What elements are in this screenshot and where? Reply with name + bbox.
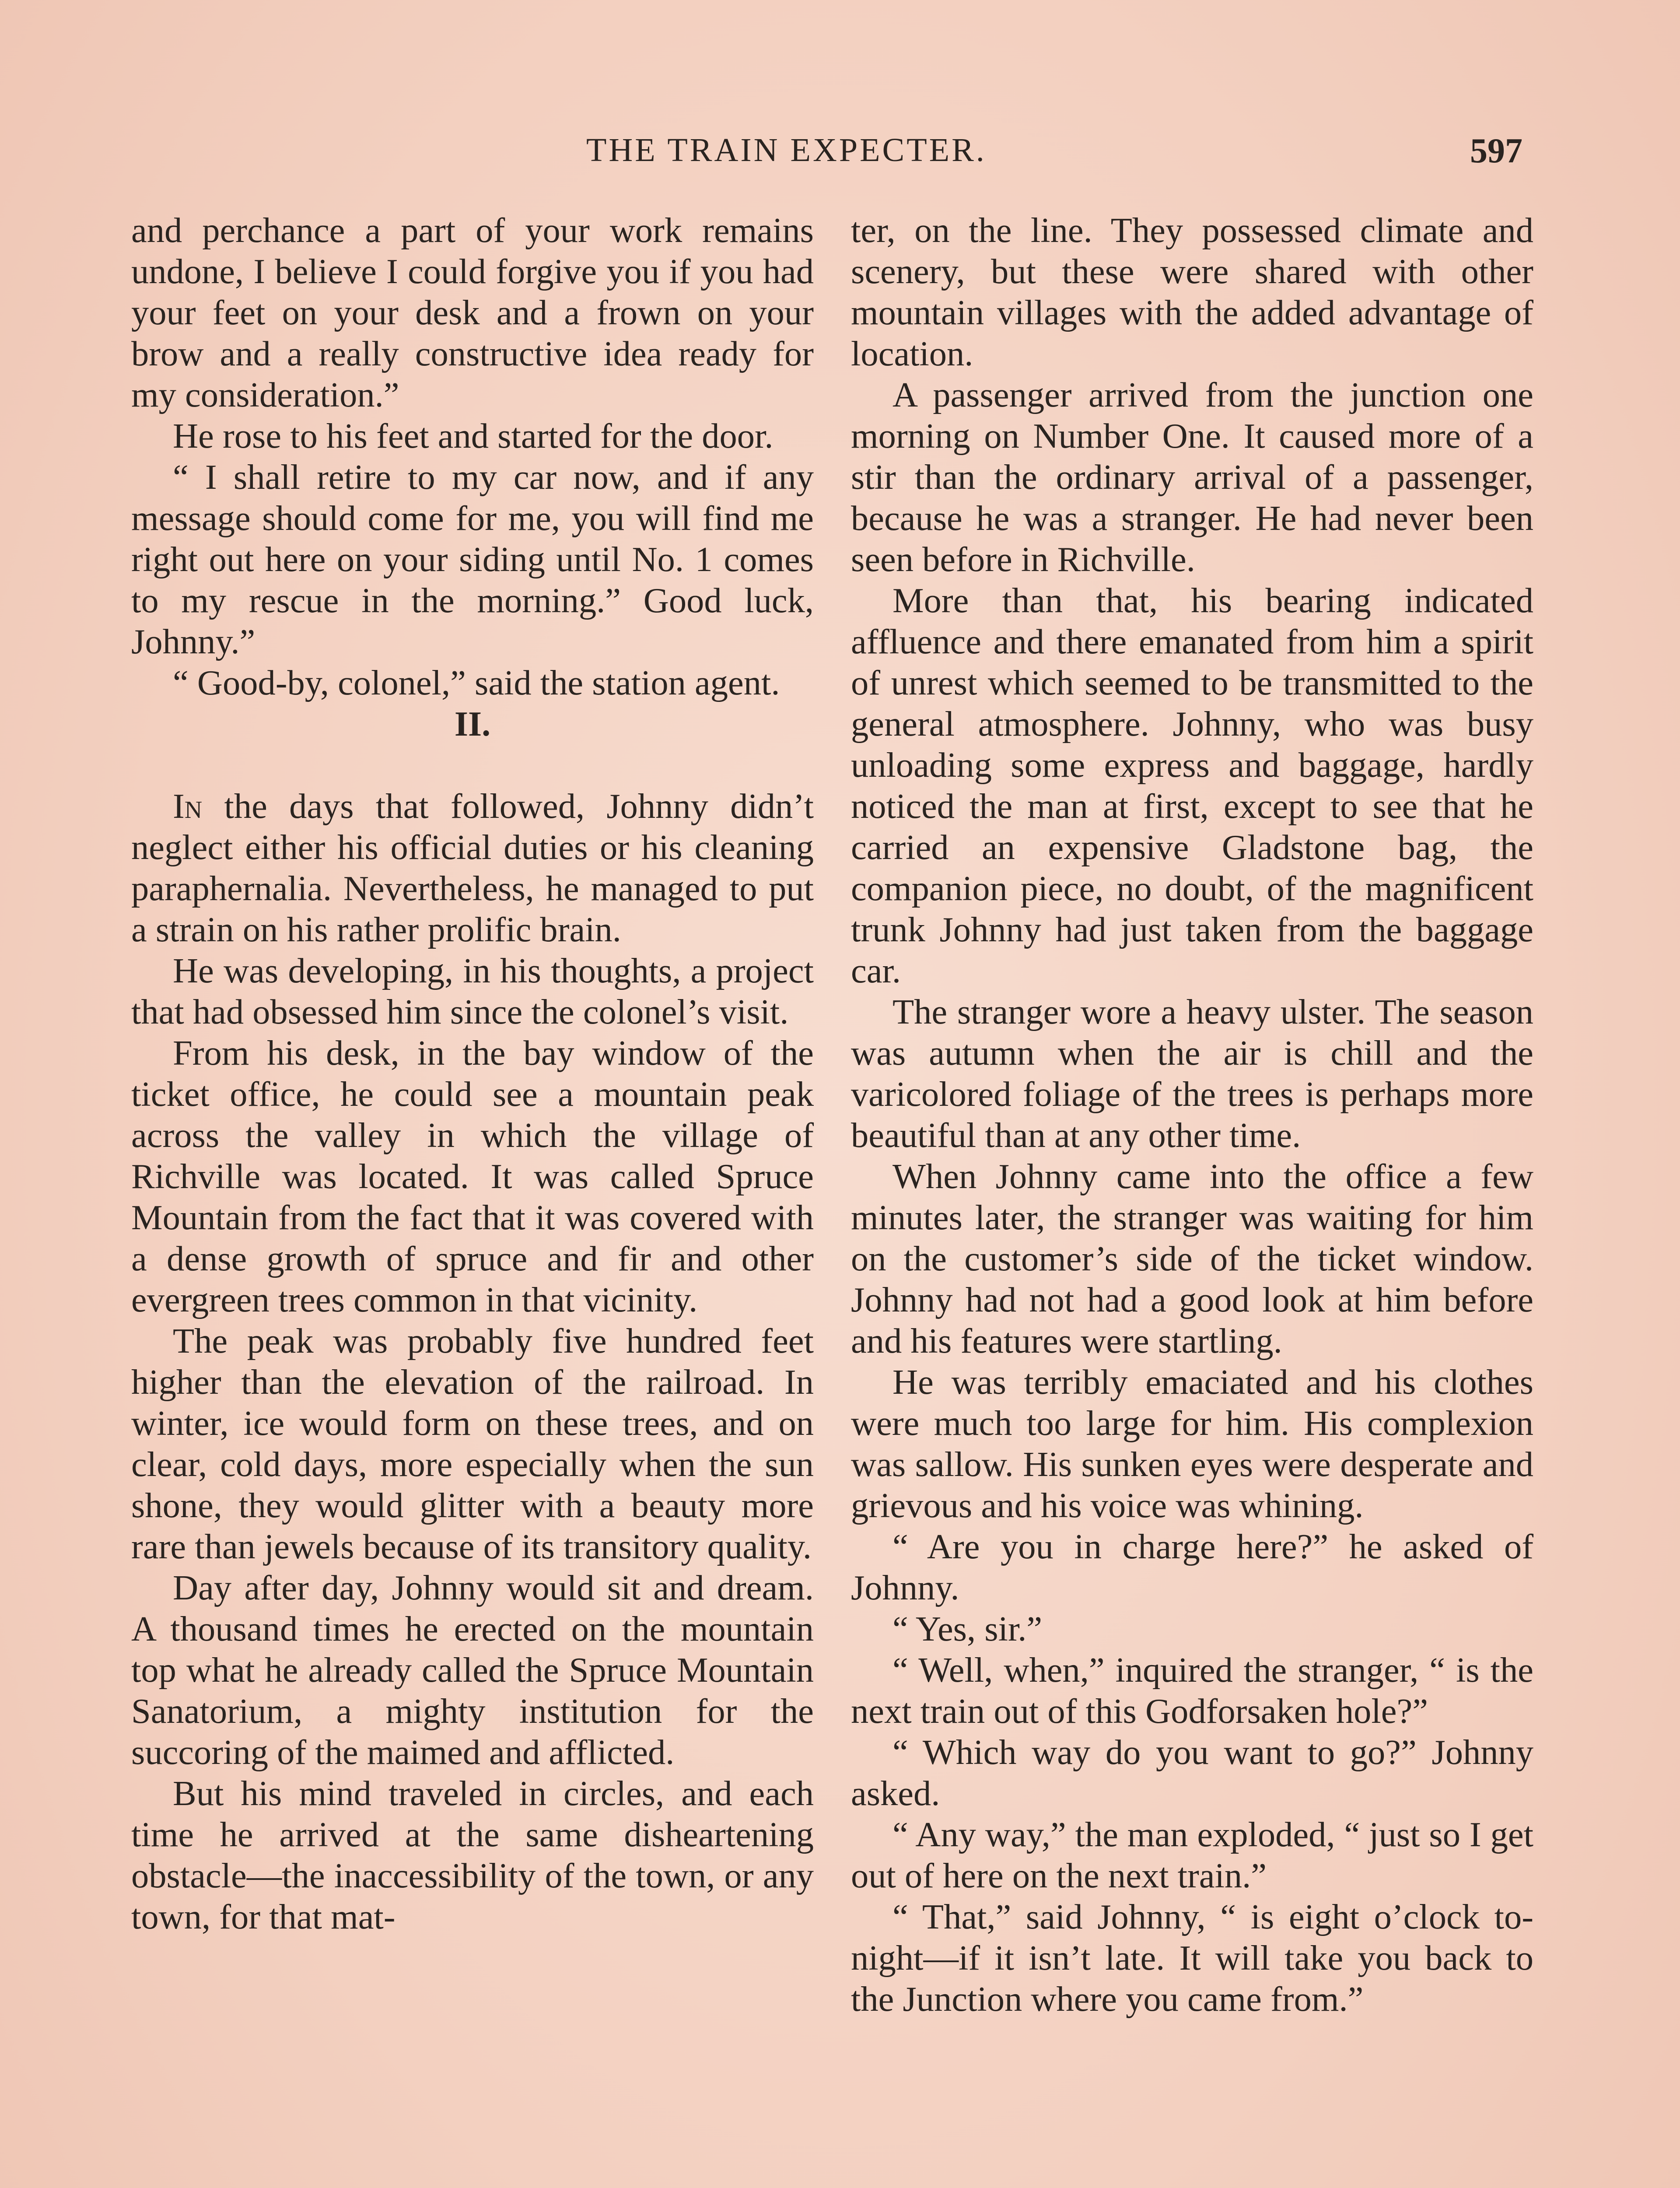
section-heading: II. bbox=[454, 705, 491, 743]
paragraph: The peak was probably five hundred feet higher than the elevation of the railroad. In winter, ice would form on these trees, and on clear, cold days, more especially when the sun shone, they would glitter with a beauty more rare than jewels because of its transitory quality. bbox=[131, 1322, 814, 1566]
paragraph: “ Yes, sir.” bbox=[892, 1609, 1043, 1648]
paragraph bbox=[131, 786, 814, 950]
paragraph: “ I shall retire to my car now, and if any message should come for me, you will find me right out here on your siding until No. 1 comes to my rescue in the morning.” Good luck, Johnny.” bbox=[131, 458, 814, 661]
paragraph: Day after day, Johnny would sit and dream. A thousand times he erected on the mountain top what he already called the Spruce Mountain Sanatorium, a mighty institution for the succoring of the maimed and afflicted. bbox=[131, 1568, 814, 1772]
paragraph: “ Good-by, colonel,” said the station agent. bbox=[173, 663, 780, 702]
paragraph: He rose to his feet and started for the door. bbox=[173, 417, 774, 456]
paragraph: From his desk, in the bay window of the ticket office, he could see a mountain peak across the valley in which the village of Richville was located. It was called Spruce Mountain from the fact that it was covered with a dense growth of spruce and fir and other evergreen trees common in that vicinity. bbox=[131, 1034, 814, 1319]
running-head bbox=[0, 131, 1680, 184]
right-column bbox=[851, 210, 1533, 2020]
paragraph: “ Any way,” the man exploded, “ just so I get out of here on the next train.” bbox=[851, 1815, 1533, 1895]
page-number: 597 bbox=[1470, 132, 1522, 170]
paragraph: ter, on the line. They possessed climate and scenery, but these were shared with other mountain villages with the added advantage of location. bbox=[851, 211, 1533, 373]
paragraph: The stranger wore a heavy ulster. The season was autumn when the air is chill and the varicolored foliage of the trees is perhaps more beautiful than at any other time. bbox=[851, 992, 1533, 1155]
section-lead-word: In bbox=[173, 787, 203, 826]
paragraph: “ Are you in charge here?” he asked of Johnny. bbox=[851, 1527, 1533, 1607]
left-column bbox=[131, 210, 814, 1938]
paragraph: But his mind traveled in circles, and each time he arrived at the same disheartening obstacle—the inaccessibility of the town, or any town, for that mat- bbox=[131, 1774, 814, 1936]
paragraph: He was terribly emaciated and his clothes were much too large for him. His complexion was sallow. His sunken eyes were desperate and grievous and his voice was whining. bbox=[851, 1363, 1533, 1525]
paragraph: “ Which way do you want to go?” Johnny asked. bbox=[851, 1733, 1533, 1813]
paragraph: and perchance a part of your work remains undone, I believe I could forgive you if you had your feet on your desk and a frown on your brow and a really constructive idea ready for my consideration.” bbox=[131, 211, 814, 414]
paragraph-text: the days that followed, Johnny didn’t neglect either his official duties or his cleaning paraphernalia. Nevertheless, he managed to put a strain on his rather prolific brain. bbox=[131, 787, 814, 949]
paragraph: “ Well, when,” inquired the stranger, “ is the next train out of this Godforsaken hole?” bbox=[851, 1651, 1533, 1731]
paragraph: He was developing, in his thoughts, a project that had obsessed him since the colonel’s visit. bbox=[131, 951, 814, 1031]
paragraph: A passenger arrived from the junction one morning on Number One. It caused more of a stir than the ordinary arrival of a passenger, because he was a stranger. He had never been seen before in Richville. bbox=[851, 375, 1533, 579]
paragraph: “ That,” said Johnny, “ is eight o’clock to-night—if it isn’t late. It will take you back to the Junction where you came from.” bbox=[851, 1897, 1533, 2019]
paragraph: When Johnny came into the office a few minutes later, the stranger was waiting for him on the customer’s side of the ticket window. Johnny had not had a good look at him before and his features were startling. bbox=[851, 1157, 1533, 1360]
running-title: THE TRAIN EXPECTER. bbox=[586, 132, 987, 168]
paragraph: More than that, his bearing indicated affluence and there emanated from him a spirit of unrest which seemed to be transmitted to the general atmosphere. Johnny, who was busy unloading some express and baggage, hardly noticed the man at first, except to see that he carried an expensive Gladstone bag, the companion piece, no doubt, of the magnificent trunk Johnny had just taken from the baggage car. bbox=[851, 581, 1533, 990]
